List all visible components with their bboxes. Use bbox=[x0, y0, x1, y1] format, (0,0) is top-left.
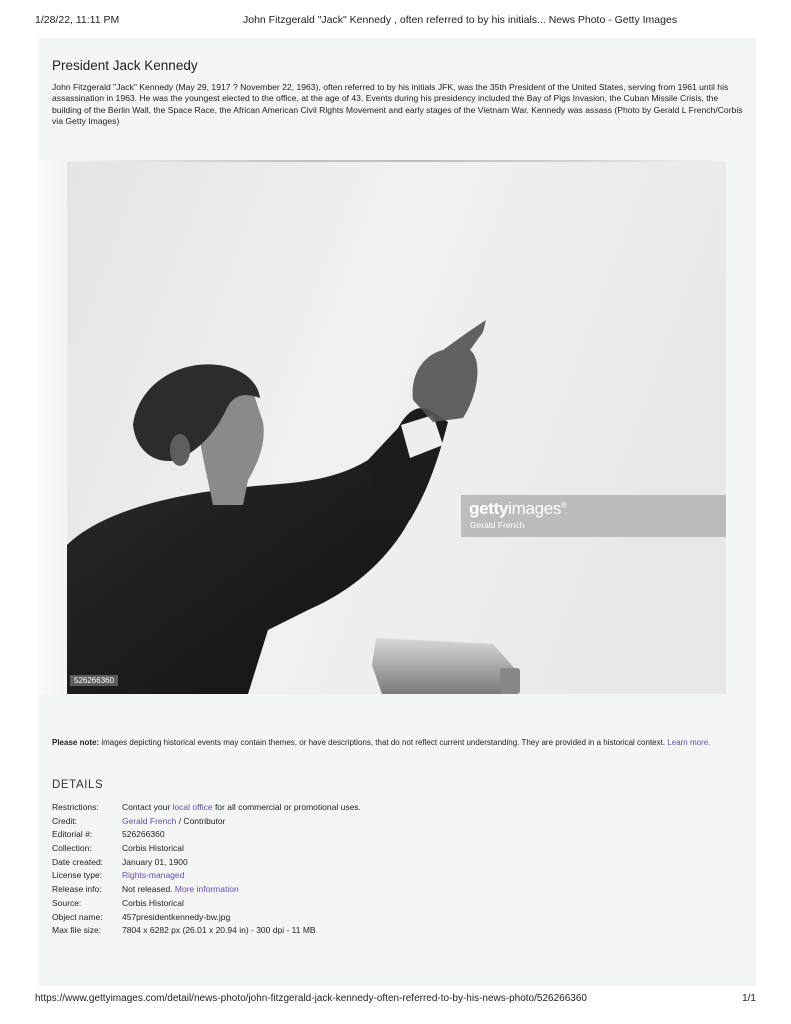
microphone bbox=[372, 638, 516, 694]
local-office-link[interactable]: local office bbox=[172, 802, 213, 812]
details-heading: DETAILS bbox=[52, 779, 104, 791]
detail-row-editorial: Editorial #: 526266360 bbox=[52, 829, 165, 840]
more-information-link[interactable]: More information bbox=[174, 884, 239, 895]
print-datetime: 1/28/22, 11:11 PM bbox=[35, 14, 120, 26]
photo-bottom-strip bbox=[38, 694, 726, 706]
photo-id-badge: 526266360 bbox=[70, 675, 118, 686]
page-number: 1/1 bbox=[742, 993, 756, 1004]
microphone-head bbox=[500, 668, 520, 694]
detail-row-license-type: License type: Rights-managed bbox=[52, 870, 185, 881]
figure-ear bbox=[170, 434, 190, 466]
license-type-link[interactable]: Rights-managed bbox=[122, 870, 185, 881]
print-page-title: John Fitzgerald "Jack" Kennedy , often referred to by his initials... News Photo - Getty Images bbox=[243, 14, 678, 26]
photo-caption: John Fitzgerald "Jack" Kennedy (May 29, 1917 ? November 22, 1963), often referred to by his initials JFK, was the 35th President of the United States, serving from 1961 until his assassination in 1963. He was the youngest elected to the office, at the age of 43. Events during his presidency included the Bay of Pigs Invasion, the Cuban Missile Crisis, the building of the Berlin Wall, the Space Race, the African American Civil Rights Movement and early stages of the Vietnam War. Kennedy was assass (Photo by Gerald L French/Corbis via Getty Images) bbox=[52, 82, 743, 126]
getty-watermark bbox=[461, 495, 726, 537]
news-photo[interactable] bbox=[38, 160, 726, 706]
detail-row-source: Source: Corbis Historical bbox=[52, 897, 184, 908]
detail-row-object-name: Object name: 457presidentkennedy-bw.jpg bbox=[52, 911, 231, 922]
getty-logo: gettyimages® bbox=[469, 499, 566, 518]
detail-row-collection: Collection: Corbis Historical bbox=[52, 843, 184, 854]
page-url: https://www.gettyimages.com/detail/news-photo/john-fitzgerald-jack-kennedy-often-referred-to-by-his-news-photo/526266360 bbox=[35, 993, 587, 1004]
historical-note: Please note: images depicting historical events may contain themes, or have descriptions, that do not reflect current understanding. They are provided in a historical context. Learn more. bbox=[52, 738, 711, 747]
credit-link[interactable]: Gerald French bbox=[122, 815, 177, 826]
detail-row-credit: Credit: Gerald French / Contributor bbox=[52, 815, 226, 826]
print-header bbox=[35, 14, 751, 30]
detail-row-restrictions: Restrictions: Contact your local office for all commercial or promotional uses. bbox=[52, 802, 361, 812]
detail-row-release-info: Release info: Not released. More information bbox=[52, 884, 239, 895]
photo-illustration bbox=[38, 160, 726, 706]
print-footer bbox=[35, 993, 756, 1007]
watermark-credit: Gerald French bbox=[470, 520, 525, 530]
detail-row-date-created: Date created: January 01, 1900 bbox=[52, 856, 188, 867]
detail-row-max-file-size: Max file size: 7804 x 6282 px (26.01 x 20.94 in) - 300 dpi - 11 MB bbox=[52, 925, 316, 936]
page-title: President Jack Kennedy bbox=[52, 58, 198, 73]
learn-more-link[interactable]: Learn more. bbox=[667, 738, 711, 747]
details-table bbox=[52, 802, 702, 939]
